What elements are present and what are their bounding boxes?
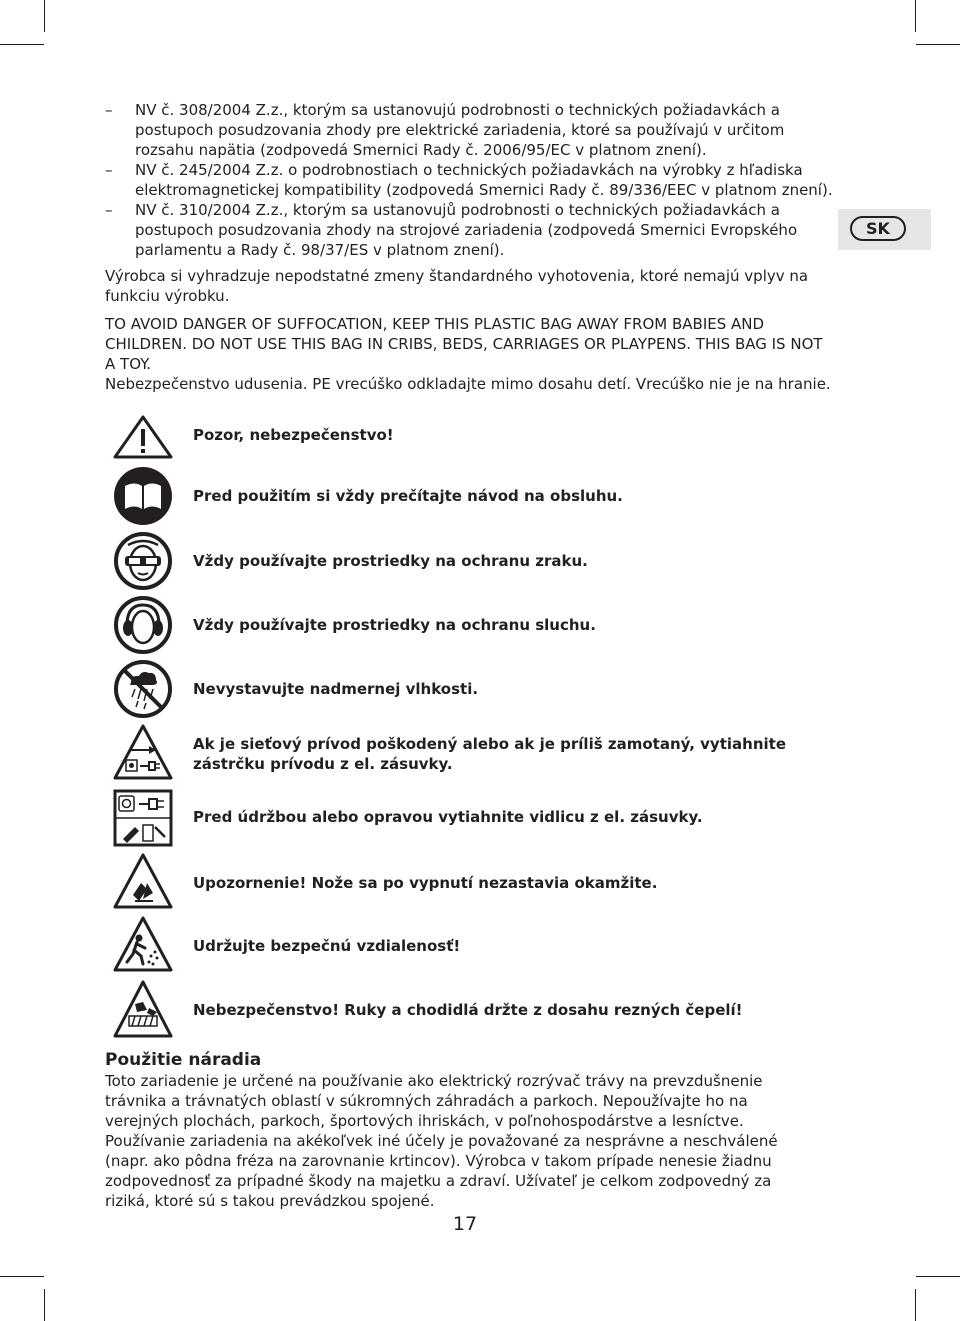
section-heading: Použitie náradia (105, 1050, 262, 1070)
warning-triangle-icon (113, 415, 173, 459)
regulation-text: NV č. 310/2004 Z.z., ktorým sa ustanovujů podrobnosti o technických požiadavkách a postupoch posudzovania zhody na strojové zariadenia (zodpovedá Smernici Evropského parlamentu a Rady č. 98/37/ES v platnom znení). (135, 201, 798, 259)
page-number: 17 (452, 1213, 478, 1235)
warning-text: Upozornenie! Nože sa po vypnutí nezastavia okamžite. (193, 874, 658, 892)
manufacturer-notice: Výrobca si vyhradzuje nepodstatné zmeny štandardného vyhotovenia, ktoré nemajú vplyv na funkciu výrobku. (105, 267, 809, 305)
warning-text: Pred údržbou alebo opravou vytiahnite vidlicu z el. zásuvky. (193, 808, 703, 826)
regulation-item (105, 200, 835, 260)
regulation-text: NV č. 245/2004 Z.z. o podrobnostiach o technických požiadavkách na výrobky z hľadiska elektromagnetickej kompatibility (zodpovedá Smernici Rady č. 89/336/EEC v platnom znení). (135, 161, 833, 199)
bag-warning-slovak: Nebezpečenstvo udusenia. PE vrecúško odkladajte mimo dosahu detí. Vrecúško nie je na hranie. (105, 375, 831, 393)
no-rain-icon (113, 659, 173, 719)
safe-distance-icon (113, 916, 173, 972)
regulation-item (105, 100, 835, 160)
usage-text: Toto zariadenie je určené na používanie ako elektrický rozrývač trávy na prevzdušnenie trávnika a trávnatých oblastí v súkromných záhradách a parkoch. Nepoužívajte ho na verejných plochách, parkoch, športových ihriskách, v poľnohospodárstve a lesníctve. Používanie zariadenia na akékoľvek iné účely je považované za nesprávne a neschválené (napr. ako pôdna fréza na zarovnanie krtincov). Výrobca v takom prípade nenesie žiadnu zodpovednosť za prípadné škody na majetku a zdraví. Užívateľ je celkom zodpovedný za riziká, ktoré sú s takou prevádzkou spojené. (105, 1072, 778, 1210)
crop-mark (915, 0, 916, 32)
unplug-maintenance-icon (113, 789, 173, 847)
warning-row (105, 980, 945, 1060)
crop-mark (44, 0, 45, 32)
warning-text: Udržujte bezpečnú vzdialenosť! (193, 937, 461, 955)
read-manual-icon (113, 466, 173, 526)
rotating-blades-icon (113, 853, 173, 909)
crop-mark (916, 1276, 960, 1277)
crop-mark (916, 44, 960, 45)
crop-mark (0, 1276, 44, 1277)
language-tab (838, 209, 931, 250)
language-tab-label: SK (850, 216, 906, 241)
crop-mark (915, 1289, 916, 1321)
warning-text: Pred použitím si vždy prečítajte návod na obsluhu. (193, 487, 623, 505)
warning-text: Pozor, nebezpečenstvo! (193, 426, 394, 444)
warning-text: Ak je sieťový prívod poškodený alebo ak je príliš zamotaný, vytiahnite zástrčku prívodu z el. zásuvky. (193, 735, 786, 773)
usage-section (105, 1049, 805, 1211)
notice-section (105, 266, 835, 394)
crop-mark (44, 1289, 45, 1321)
warning-text: Vždy používajte prostriedky na ochranu sluchu. (193, 616, 596, 634)
list-dash: – (105, 101, 113, 119)
warning-text: Nevystavujte nadmernej vlhkosti. (193, 680, 479, 698)
list-dash: – (105, 201, 113, 219)
crop-mark (0, 44, 44, 45)
regulation-list (105, 100, 835, 260)
ear-protection-icon (113, 595, 173, 655)
damaged-cable-icon (113, 724, 173, 780)
warning-text: Vždy používajte prostriedky na ochranu zraku. (193, 552, 588, 570)
regulation-item (105, 160, 835, 200)
hands-feet-blades-icon (113, 980, 173, 1038)
regulation-text: NV č. 308/2004 Z.z., ktorým sa ustanovujú podrobnosti o technických požiadavkách a postupoch posudzovania zhody pre elektrické zariadenia, ktoré sa používajú v určitom rozsahu napätia (zodpovedá Smernici Rady č. 2006/95/EC v platnom znení). (135, 101, 785, 159)
list-dash: – (105, 161, 113, 179)
eye-protection-icon (113, 531, 173, 591)
warning-text: Nebezpečenstvo! Ruky a chodidlá držte z dosahu rezných čepelí! (193, 1001, 743, 1019)
bag-warning-english: TO AVOID DANGER OF SUFFOCATION, KEEP THIS PLASTIC BAG AWAY FROM BABIES AND CHILDREN. DO NOT USE THIS BAG IN CRIBS, BEDS, CARRIAGES OR PLAYPENS. THIS BAG IS NOT A TOY. (105, 315, 823, 373)
